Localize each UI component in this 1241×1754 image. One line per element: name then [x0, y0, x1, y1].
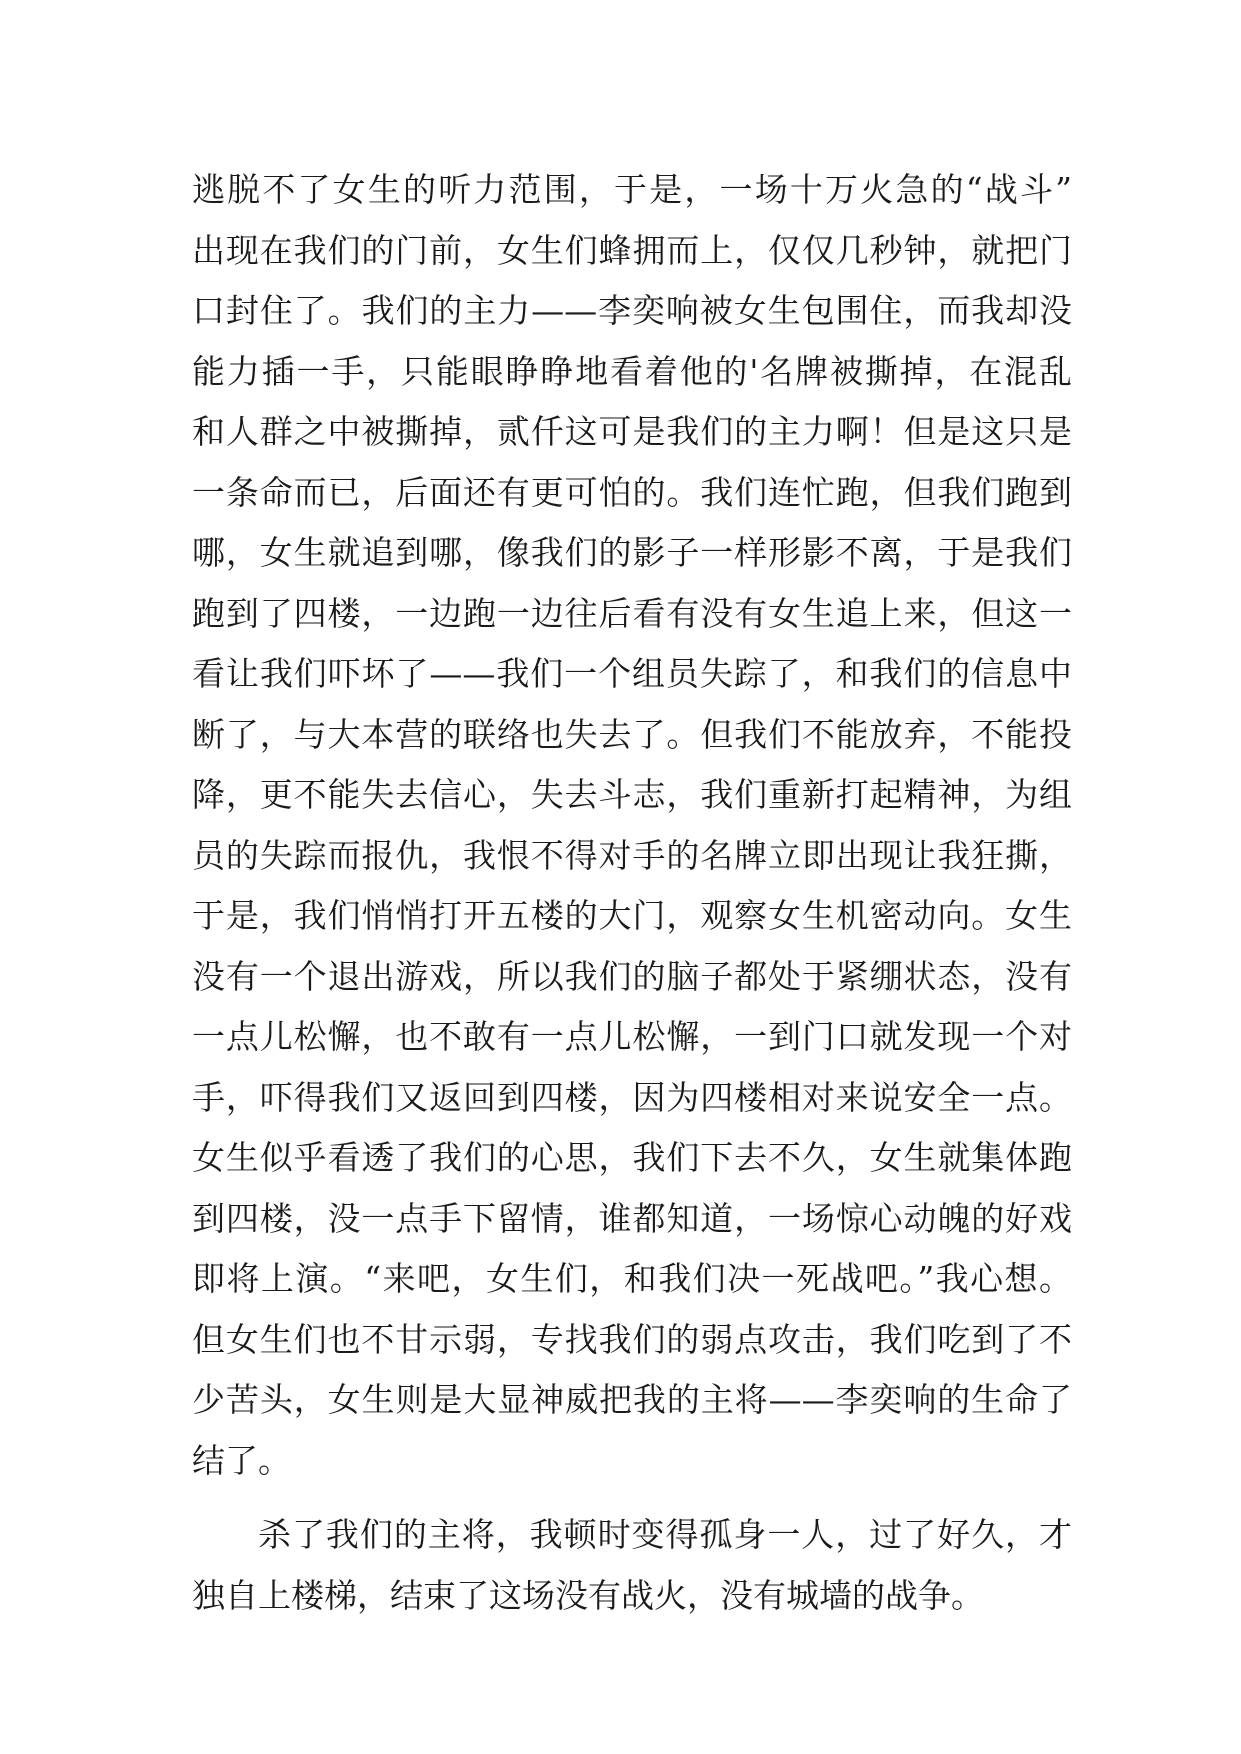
text-line: 杀了我们的主将，我顿时变得孤身一人，过了好久，才 — [258, 1515, 1072, 1554]
text-line: 没有一个退出游戏，所以我们的脑子都处于紧绷状态，没有 — [192, 956, 1072, 996]
text-line: 于是，我们悄悄打开五楼的大门，观察女生机密动向。女生 — [192, 896, 1072, 935]
text-line: 降，更不能失去信心，失去斗志，我们重新打起精神，为组 — [192, 775, 1072, 814]
text-line: 和人群之中被撕掉，贰仟这可是我们的主力啊！但是这只是 — [192, 412, 1072, 451]
paragraph-gap — [192, 1491, 1072, 1505]
text-line: 即将上演。“来吧，女生们，和我们决一死战吧。”我心想。 — [192, 1259, 1072, 1298]
text-line: 看让我们吓坏了——我们一个组员失踪了，和我们的信息中 — [192, 654, 1072, 693]
text-line: 少苦头，女生则是大显神威把我的主将——李奕响的生命了 — [192, 1380, 1072, 1419]
text-line: 员的失踪而报仇，我恨不得对手的名牌立即出现让我狂撕， — [192, 835, 1072, 875]
text-line: 断了，与大本营的联络也失去了。但我们不能放弃，不能投 — [192, 714, 1072, 754]
paragraph-1 — [192, 160, 1072, 1491]
text-line: 哪，女生就追到哪，像我们的影子一样形影不离，于是我们 — [192, 533, 1072, 572]
paragraph-2 — [192, 1505, 1072, 1626]
text-line: 出现在我们的门前，女生们蜂拥而上，仅仅几秒钟，就把门 — [192, 230, 1072, 270]
text-line: 到四楼，没一点手下留情，谁都知道，一场惊心动魄的好戏 — [192, 1198, 1072, 1238]
text-line: 手，吓得我们又返回到四楼，因为四楼相对来说安全一点。 — [192, 1077, 1072, 1117]
body-text — [192, 160, 1072, 1626]
text-line: 但女生们也不甘示弱，专找我们的弱点攻击，我们吃到了不 — [192, 1319, 1072, 1359]
text-line: 能力插一手，只能眼睁睁地看着他的'名牌被撕掉，在混乱 — [192, 351, 1072, 391]
text-line: 结了。 — [192, 1440, 291, 1480]
text-line: 一条命而已，后面还有更可怕的。我们连忙跑，但我们跑到 — [192, 472, 1072, 512]
text-line: 一点儿松懈，也不敢有一点儿松懈，一到门口就发现一个对 — [192, 1017, 1072, 1056]
text-line: 逃脱不了女生的听力范围，于是，一场十万火急的“战斗” — [192, 170, 1072, 209]
text-line: 口封住了。我们的主力——李奕响被女生包围住，而我却没 — [192, 291, 1072, 330]
text-line: 跑到了四楼，一边跑一边往后看有没有女生追上来，但这一 — [192, 593, 1072, 633]
text-line: 女生似乎看透了我们的心思，我们下去不久，女生就集体跑 — [192, 1138, 1072, 1177]
text-line: 独自上楼梯，结束了这场没有战火，没有城墙的战争。 — [192, 1575, 984, 1615]
